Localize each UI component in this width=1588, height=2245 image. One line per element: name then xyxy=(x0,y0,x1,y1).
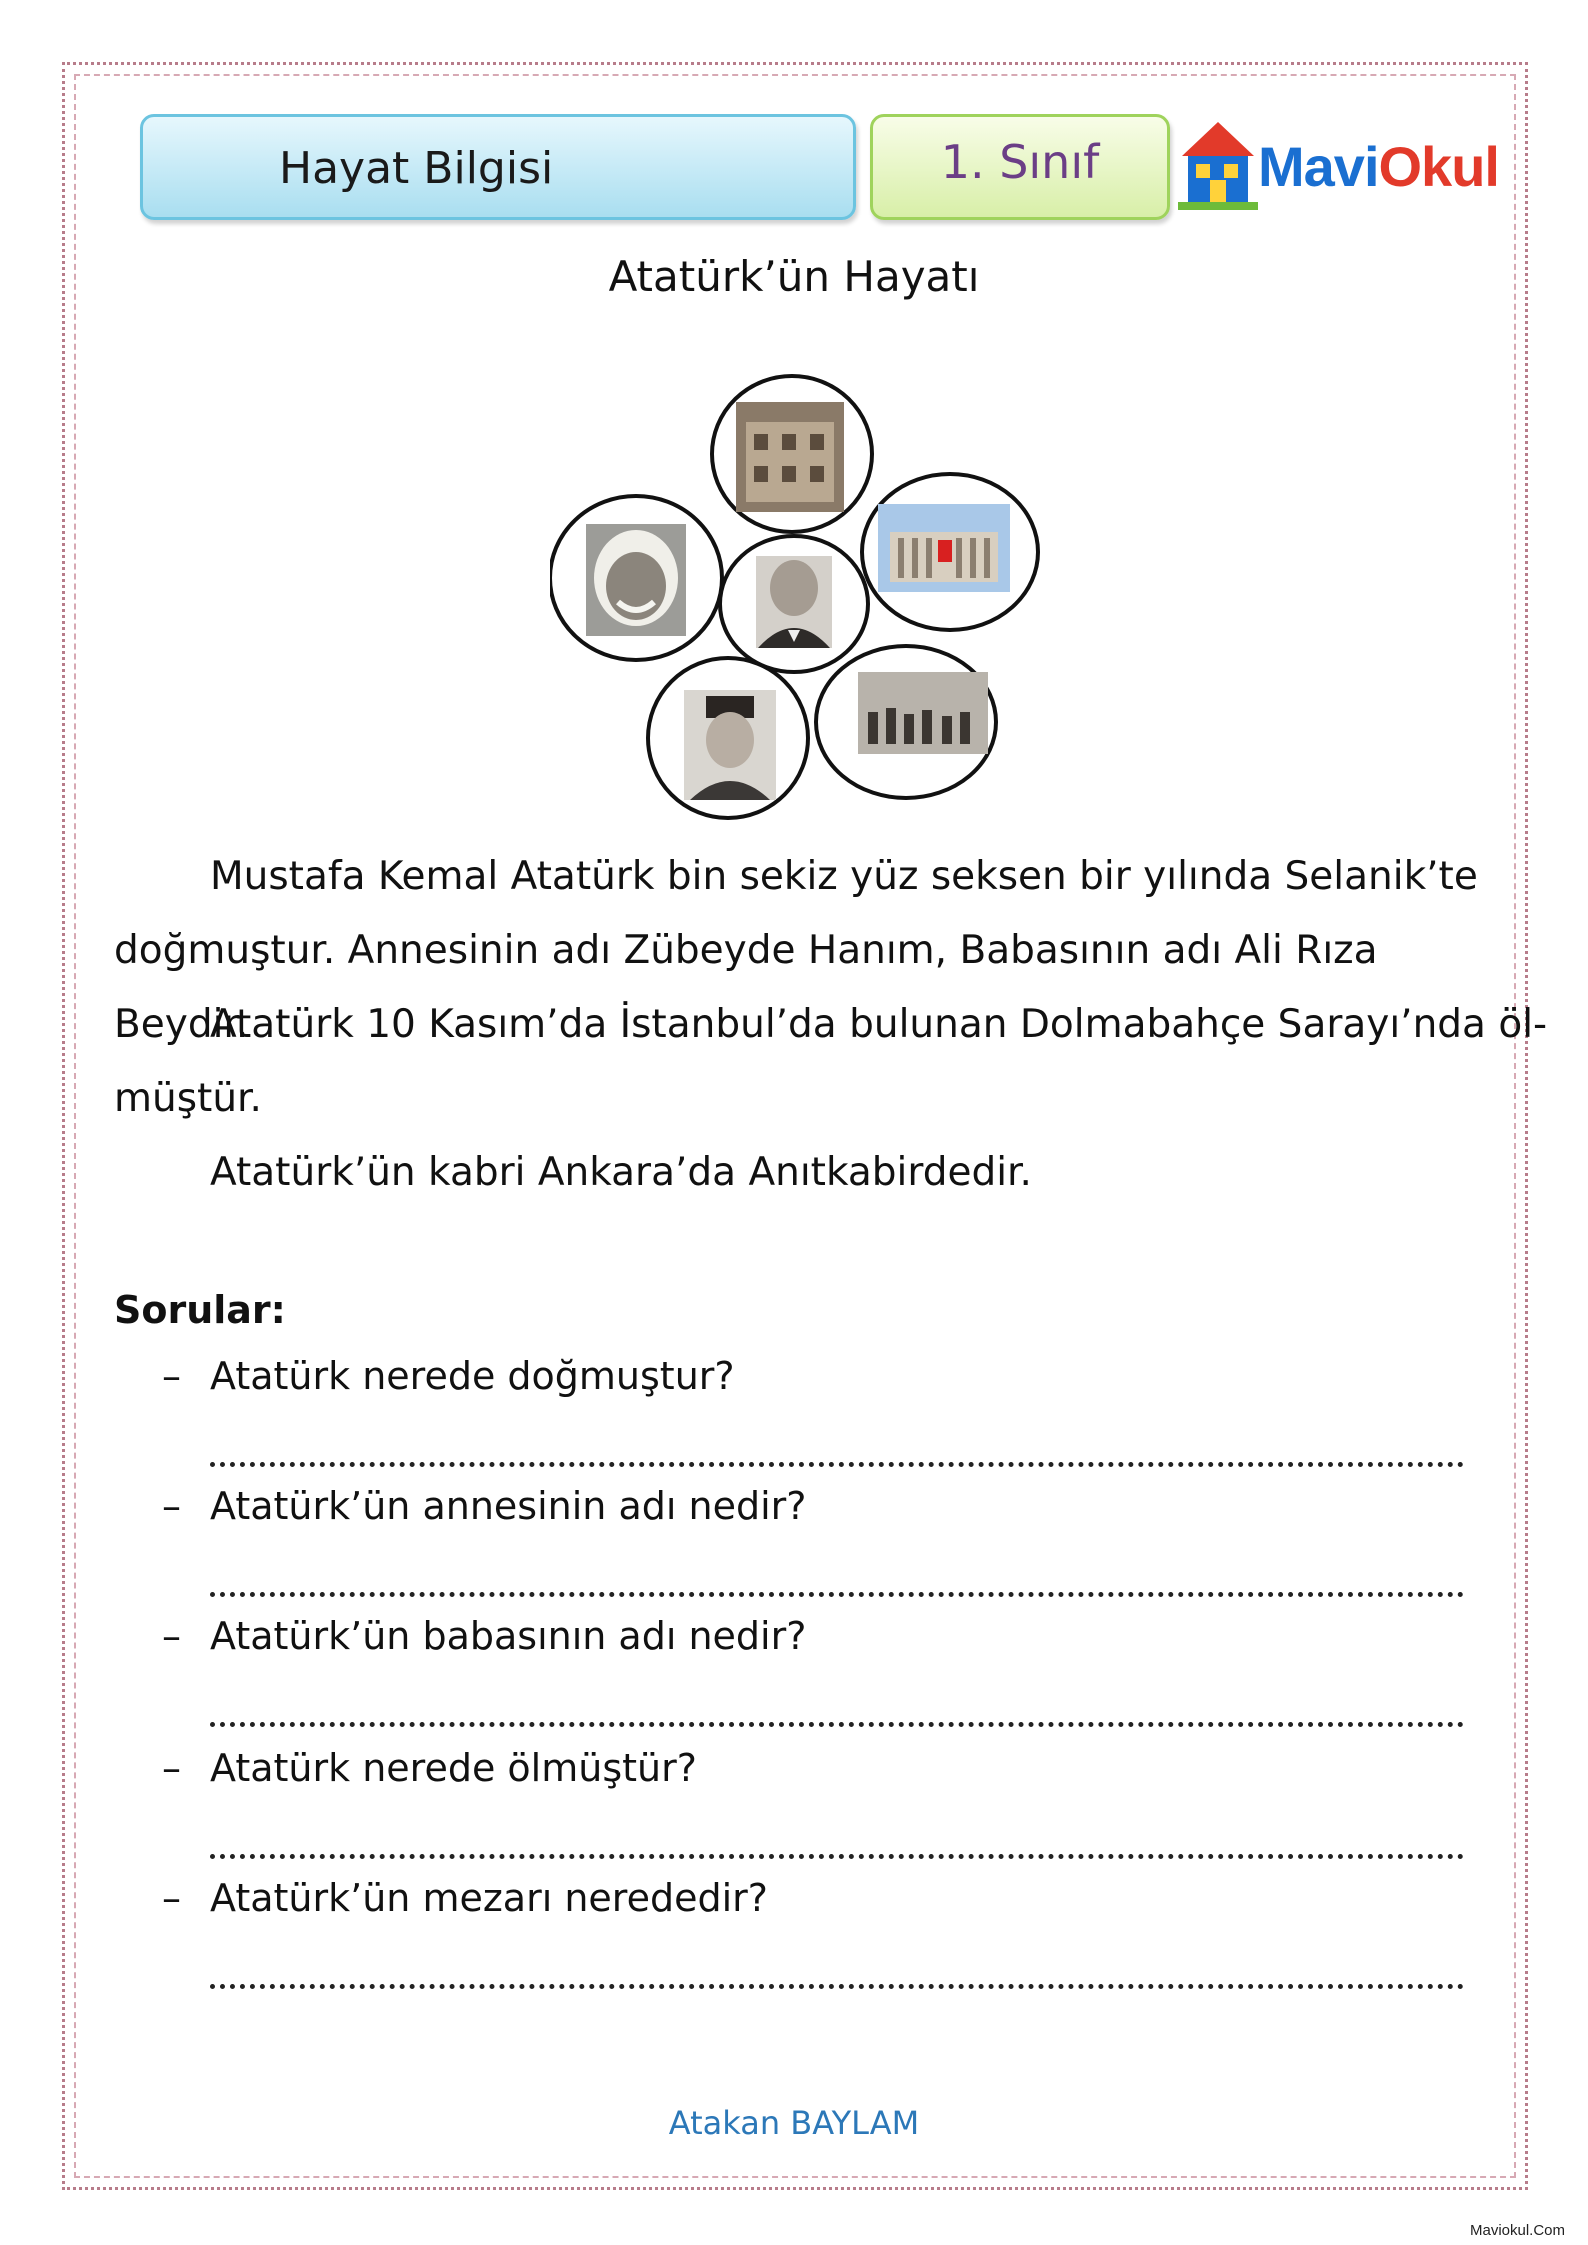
paragraph-1-line-1: Mustafa Kemal Atatürk bin sekiz yüz seksen bir yılında Selanik’te xyxy=(210,854,1478,899)
page-title: Atatürk’ün Hayatı xyxy=(608,252,980,301)
question-3 xyxy=(162,1614,806,1658)
question-dash: – xyxy=(162,1614,181,1658)
question-dash: – xyxy=(162,1484,181,1528)
logo-mavi: Mavi xyxy=(1258,135,1379,198)
answer-line-2[interactable] xyxy=(210,1586,1464,1597)
answer-line-4[interactable] xyxy=(210,1848,1464,1859)
grade-header xyxy=(870,114,1170,220)
question-5 xyxy=(162,1876,768,1920)
logo-okul: Okul xyxy=(1378,135,1499,198)
paragraph-1-line-2: doğmuştur. Annesinin adı Zübeyde Hanım, Babasının adı Ali Rıza Beydir. xyxy=(114,928,1378,1047)
question-5-text: Atatürk’ün mezarı nerededir? xyxy=(210,1876,768,1920)
questions-heading: Sorular: xyxy=(114,1288,286,1332)
logo-wordmark xyxy=(1258,134,1499,199)
question-4 xyxy=(162,1746,697,1790)
young-ataturk-photo xyxy=(684,690,776,800)
house-photo xyxy=(736,402,844,512)
house-icon xyxy=(1178,116,1258,216)
author-name: Atakan BAYLAM xyxy=(668,2104,920,2142)
parade-photo xyxy=(858,672,988,754)
question-3-text: Atatürk’ün babasının adı nedir? xyxy=(210,1614,807,1658)
answer-line-3[interactable] xyxy=(210,1716,1464,1727)
question-1-text: Atatürk nerede doğmuştur? xyxy=(210,1354,735,1398)
paragraph-2-line-2: müştür. xyxy=(114,1076,262,1121)
question-dash: – xyxy=(162,1354,181,1398)
site-url[interactable]: Maviokul.Com xyxy=(1470,2222,1566,2239)
anitkabir-photo xyxy=(878,504,1010,592)
question-4-text: Atatürk nerede ölmüştür? xyxy=(210,1746,697,1790)
paragraph-2-line-1: Atatürk 10 Kasım’da İstanbul’da bulunan Dolmabahçe Sarayı’nda öl- xyxy=(210,1002,1548,1047)
question-dash: – xyxy=(162,1746,181,1790)
paragraph-3-line-1: Atatürk’ün kabri Ankara’da Anıtkabirdedir. xyxy=(210,1150,1032,1195)
subject-title: Hayat Bilgisi xyxy=(279,143,554,194)
answer-line-5[interactable] xyxy=(210,1978,1464,1989)
grade-label: 1. Sınıf xyxy=(940,135,1100,189)
question-dash: – xyxy=(162,1876,181,1920)
subject-header xyxy=(140,114,856,220)
mavi-okul-logo xyxy=(1178,116,1499,216)
ataturk-portrait xyxy=(756,556,832,648)
answer-line-1[interactable] xyxy=(210,1456,1464,1467)
question-2-text: Atatürk’ün annesinin adı nedir? xyxy=(210,1484,807,1528)
question-2 xyxy=(162,1484,806,1528)
mother-photo xyxy=(586,524,686,636)
question-1 xyxy=(162,1354,735,1398)
flower-illustration xyxy=(550,372,1040,820)
